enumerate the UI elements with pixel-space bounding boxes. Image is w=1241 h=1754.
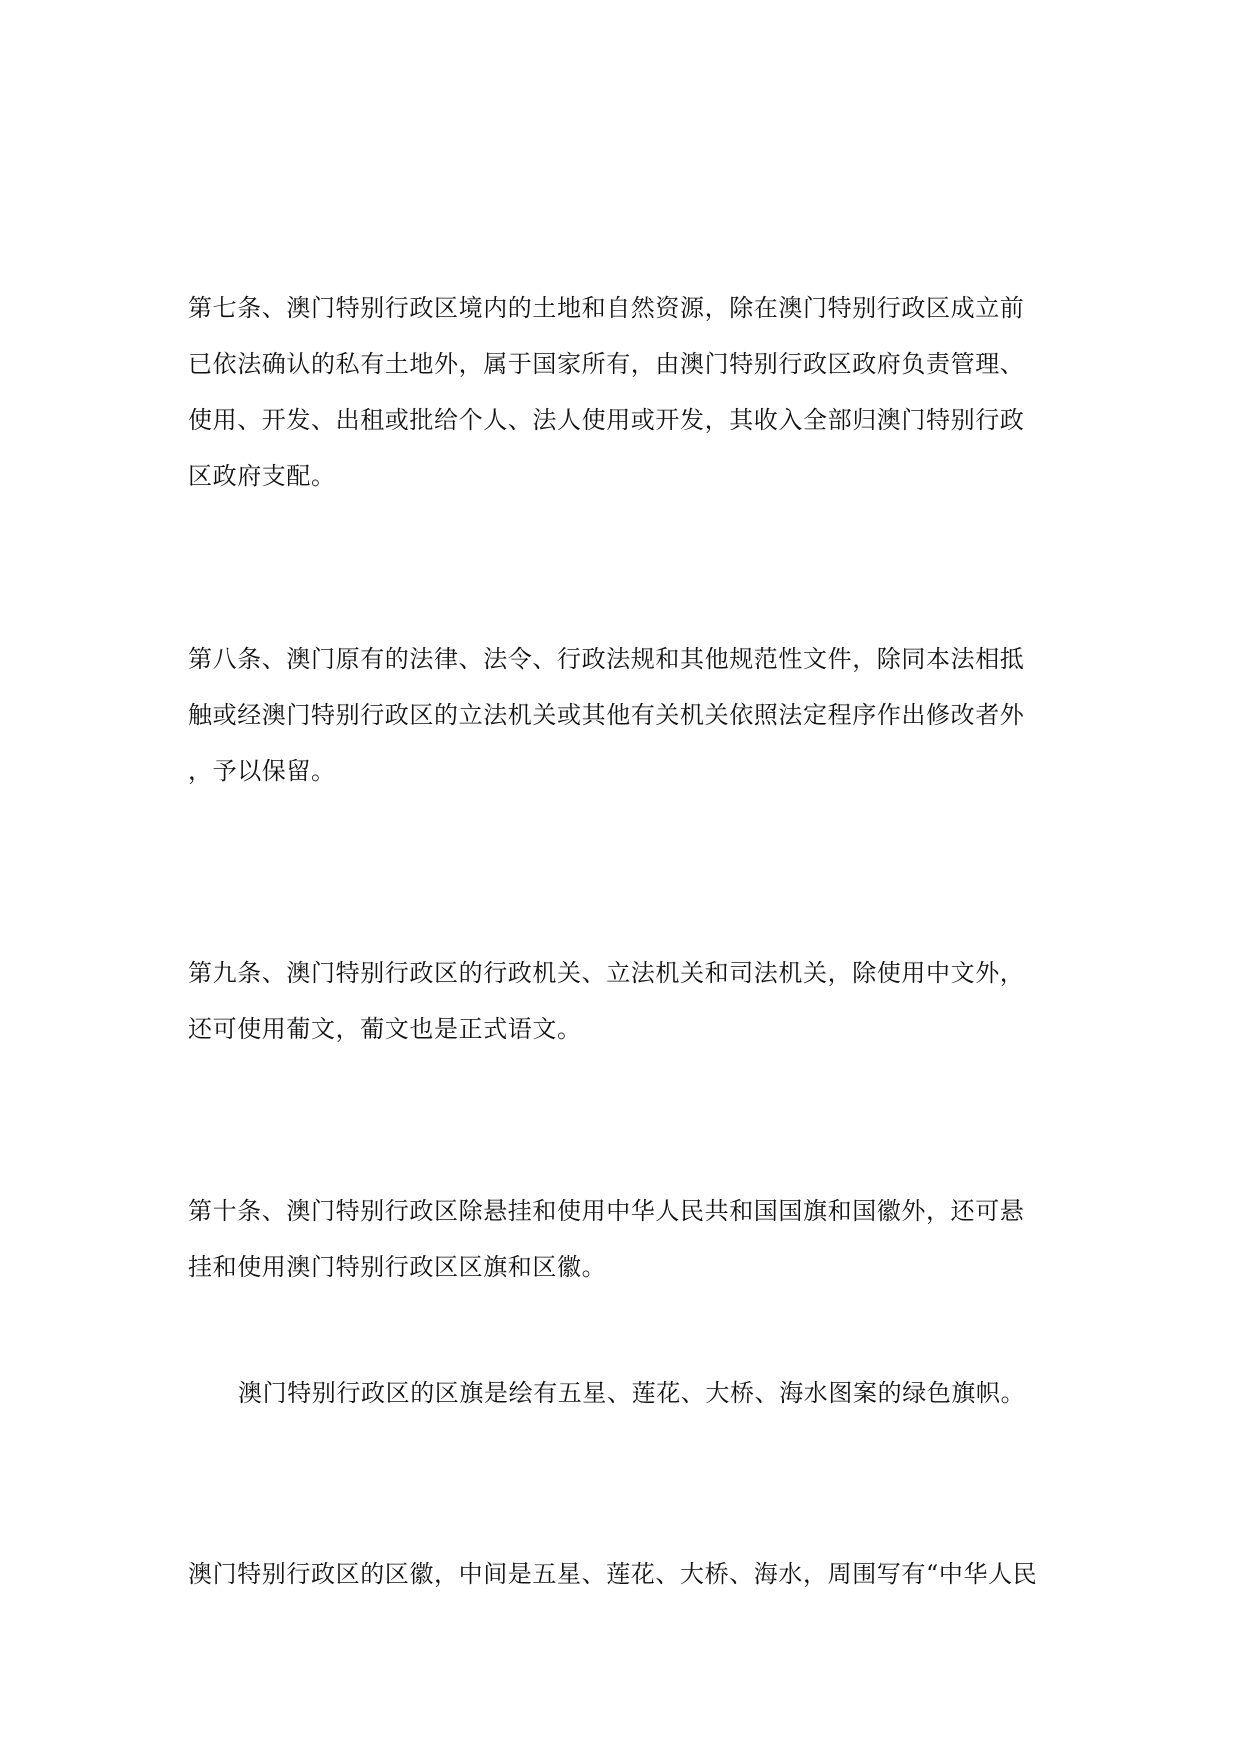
regional-flag-paragraph: 澳门特别行政区的区旗是绘有五星、莲花、大桥、海水图案的绿色旗帜。: [238, 1379, 1026, 1407]
article-8-line-3: ，予以保留。: [188, 757, 336, 785]
article-8-line-2: 触或经澳门特别行政区的立法机关或其他有关机关依照法定程序作出修改者外: [188, 701, 1025, 729]
article-7-line-1: 第七条、澳门特别行政区境内的土地和自然资源，除在澳门特别行政区成立前: [188, 294, 1025, 322]
article-8-line-1: 第八条、澳门原有的法律、法令、行政法规和其他规范性文件，除同本法相抵: [188, 645, 1025, 673]
article-10-line-1: 第十条、澳门特别行政区除悬挂和使用中华人民共和国国旗和国徽外，还可悬: [188, 1197, 1025, 1225]
article-7-line-4: 区政府支配。: [188, 462, 336, 490]
article-10-line-2: 挂和使用澳门特别行政区区旗和区徽。: [188, 1253, 607, 1281]
regional-emblem-line: 澳门特别行政区的区徽，中间是五星、莲花、大桥、海水，周围写有“中华人民: [188, 1560, 1038, 1588]
article-7-line-3: 使用、开发、出租或批给个人、法人使用或开发，其收入全部归澳门特别行政: [188, 406, 1025, 434]
article-9-line-1: 第九条、澳门特别行政区的行政机关、立法机关和司法机关，除使用中文外，: [188, 959, 1025, 987]
article-7-line-2: 已依法确认的私有土地外，属于国家所有，由澳门特别行政区政府负责管理、: [188, 350, 1025, 378]
article-9-line-2: 还可使用葡文，葡文也是正式语文。: [188, 1015, 582, 1043]
